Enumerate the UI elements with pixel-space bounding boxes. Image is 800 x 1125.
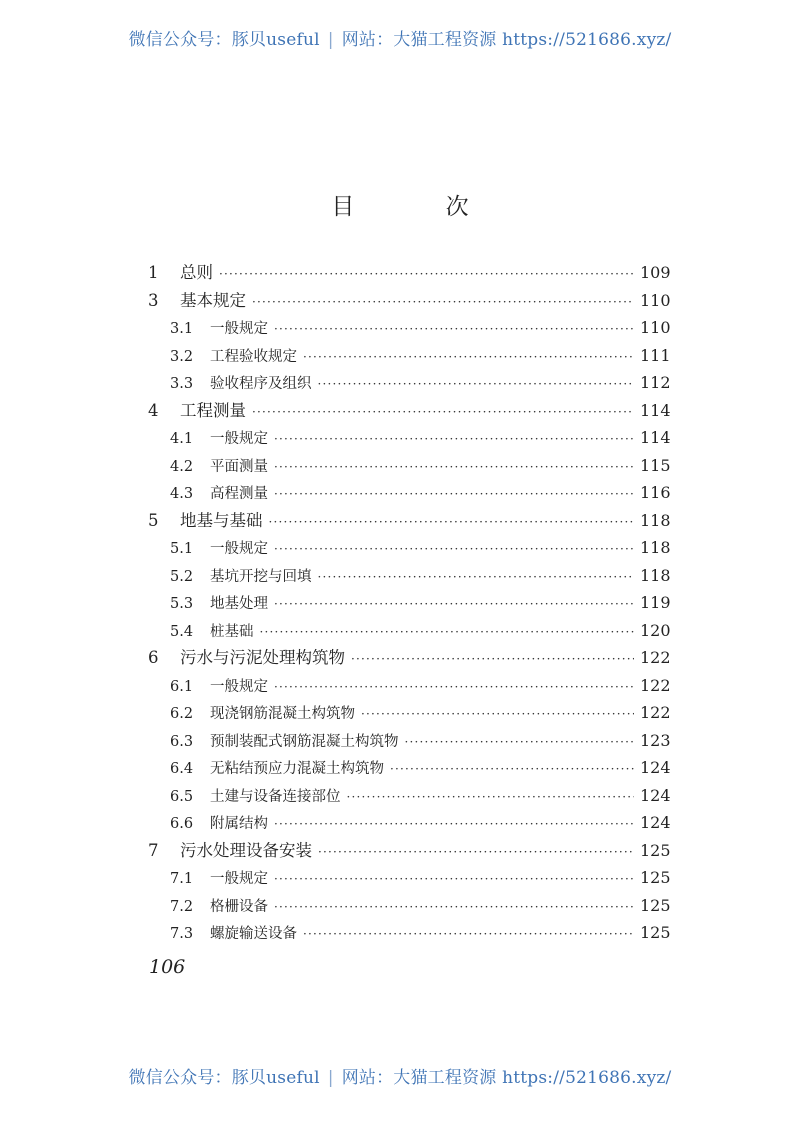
entry-page: 118 [640, 510, 671, 530]
toc-chapter-entry[interactable] [148, 397, 670, 425]
dot-leader [303, 921, 634, 949]
dot-leader [219, 261, 634, 289]
toc-section-entry[interactable] [148, 589, 670, 617]
entry-number: 4.2 [170, 458, 194, 475]
entry-page: 110 [640, 318, 671, 337]
toc-section-entry[interactable] [148, 314, 670, 342]
entry-title: 污水处理设备安装 [180, 840, 312, 860]
entry-title: 一般规定 [210, 321, 268, 337]
toc-section-entry[interactable] [148, 342, 670, 370]
entry-page: 124 [640, 785, 671, 805]
dot-leader [274, 536, 634, 564]
entry-page: 124 [640, 758, 671, 777]
entry-title: 预制装配式钢筋混凝土构筑物 [210, 733, 399, 750]
toc-chapter-entry[interactable] [148, 507, 670, 535]
toc-section-entry[interactable] [148, 782, 670, 810]
entry-page: 118 [640, 538, 671, 557]
entry-title: 土建与设备连接部位 [210, 788, 341, 805]
entry-number: 4 [148, 400, 159, 420]
toc-section-entry[interactable] [148, 369, 670, 397]
dot-leader [318, 371, 635, 399]
dot-leader [274, 674, 634, 702]
page-number: 106 [149, 956, 186, 978]
dot-leader [274, 894, 634, 922]
entry-number: 5.4 [170, 623, 194, 640]
entry-title: 工程测量 [180, 400, 246, 420]
entry-page: 125 [640, 868, 671, 887]
entry-title: 一般规定 [210, 678, 268, 695]
entry-title: 一般规定 [210, 431, 268, 447]
entry-page: 124 [640, 813, 671, 832]
toc-section-entry[interactable] [148, 452, 670, 480]
toc-section-entry[interactable] [148, 424, 670, 452]
entry-page: 122 [640, 675, 671, 695]
entry-number: 5.1 [170, 541, 194, 557]
entry-title: 一般规定 [210, 871, 268, 887]
entry-title: 现浇钢筋混凝土构筑物 [210, 706, 355, 722]
dot-leader [274, 481, 634, 509]
entry-page: 111 [640, 345, 671, 365]
dot-leader [318, 839, 634, 867]
dot-leader [351, 646, 634, 674]
entry-title: 平面测量 [210, 458, 268, 475]
dot-leader [274, 866, 634, 894]
entry-number: 7.1 [170, 871, 194, 887]
entry-page: 120 [640, 620, 671, 640]
entry-page: 125 [640, 895, 671, 915]
toc-section-entry[interactable] [148, 699, 670, 727]
entry-page: 112 [640, 373, 671, 392]
entry-number: 1 [148, 263, 159, 282]
entry-number: 5.2 [170, 568, 194, 585]
entry-title: 无粘结预应力混凝土构筑物 [210, 761, 384, 777]
entry-page: 114 [640, 400, 671, 420]
entry-number: 7.2 [170, 898, 194, 915]
dot-leader [303, 344, 634, 372]
toc-chapter-entry[interactable] [148, 259, 670, 287]
entry-page: 119 [640, 593, 671, 612]
entry-page: 122 [640, 703, 671, 722]
entry-title: 高程测量 [210, 486, 268, 502]
toc-section-entry[interactable] [148, 479, 670, 507]
watermark-separator: | [327, 30, 334, 50]
entry-page: 125 [640, 840, 671, 860]
watermark-footer [0, 1063, 800, 1088]
dot-leader [361, 701, 634, 729]
entry-title: 附属结构 [210, 816, 268, 832]
dot-leader [252, 289, 634, 317]
watermark-separator: | [327, 1068, 334, 1088]
dot-leader [260, 619, 635, 647]
entry-number: 6.4 [170, 761, 194, 777]
entry-page: 115 [640, 455, 671, 475]
entry-title: 工程验收规定 [210, 348, 297, 365]
entry-page: 125 [640, 923, 671, 942]
entry-number: 5 [148, 510, 159, 530]
entry-title: 基坑开挖与回填 [210, 568, 312, 585]
toc-section-entry[interactable] [148, 864, 670, 892]
dot-leader [274, 316, 634, 344]
entry-title: 一般规定 [210, 541, 268, 557]
dot-leader [347, 784, 635, 812]
entry-number: 6.2 [170, 706, 194, 722]
entry-title: 总则 [180, 263, 213, 282]
entry-title: 基本规定 [180, 290, 246, 310]
toc-section-entry[interactable] [148, 754, 670, 782]
page-title: 目 次 [331, 194, 511, 220]
entry-number: 4.1 [170, 431, 194, 447]
toc-chapter-entry[interactable] [148, 837, 670, 865]
entry-number: 3 [148, 290, 159, 310]
entry-title: 螺旋输送设备 [210, 926, 297, 942]
toc-section-entry[interactable] [148, 809, 670, 837]
toc-section-entry[interactable] [148, 562, 670, 590]
entry-page: 122 [640, 648, 671, 667]
toc-section-entry[interactable] [148, 892, 670, 920]
entry-title: 桩基础 [210, 623, 254, 640]
entry-number: 6.1 [170, 678, 194, 695]
watermark-right-text: 网站：大猫工程资源 https://521686.xyz/ [341, 1068, 672, 1088]
toc-section-entry[interactable] [148, 534, 670, 562]
dot-leader [390, 756, 634, 784]
dot-leader [318, 564, 635, 592]
entry-number: 6.3 [170, 733, 194, 750]
entry-page: 116 [640, 483, 671, 502]
watermark-right-text: 网站：大猫工程资源 https://521686.xyz/ [341, 30, 672, 50]
entry-page: 118 [640, 565, 671, 585]
entry-number: 7 [148, 840, 159, 860]
table-of-contents [148, 259, 670, 947]
watermark-header [0, 25, 800, 50]
entry-number: 4.3 [170, 486, 194, 502]
entry-number: 6.6 [170, 816, 194, 832]
toc-chapter-entry[interactable] [148, 644, 670, 672]
entry-number: 5.3 [170, 596, 194, 612]
entry-number: 7.3 [170, 926, 194, 942]
entry-title: 格栅设备 [210, 898, 268, 915]
toc-section-entry[interactable] [148, 727, 670, 755]
entry-number: 3.3 [170, 376, 194, 392]
entry-page: 123 [640, 730, 671, 750]
entry-page: 110 [640, 290, 671, 310]
watermark-left-text: 微信公众号：豚贝useful [128, 30, 320, 50]
dot-leader [274, 426, 634, 454]
entry-number: 3.2 [170, 348, 194, 365]
entry-page: 114 [640, 428, 671, 447]
dot-leader [269, 509, 635, 537]
watermark-left-text: 微信公众号：豚贝useful [128, 1068, 320, 1088]
entry-number: 6 [148, 648, 159, 667]
dot-leader [405, 729, 635, 757]
toc-chapter-entry[interactable] [148, 287, 670, 315]
entry-number: 6.5 [170, 788, 194, 805]
dot-leader [274, 591, 634, 619]
entry-page: 109 [640, 263, 671, 282]
dot-leader [274, 811, 634, 839]
toc-section-entry[interactable] [148, 919, 670, 947]
entry-title: 地基处理 [210, 596, 268, 612]
toc-section-entry[interactable] [148, 672, 670, 700]
entry-title: 地基与基础 [180, 510, 263, 530]
entry-title: 验收程序及组织 [210, 376, 312, 392]
dot-leader [274, 454, 634, 482]
dot-leader [252, 399, 634, 427]
toc-section-entry[interactable] [148, 617, 670, 645]
entry-title: 污水与污泥处理构筑物 [180, 648, 345, 667]
entry-number: 3.1 [170, 321, 194, 337]
